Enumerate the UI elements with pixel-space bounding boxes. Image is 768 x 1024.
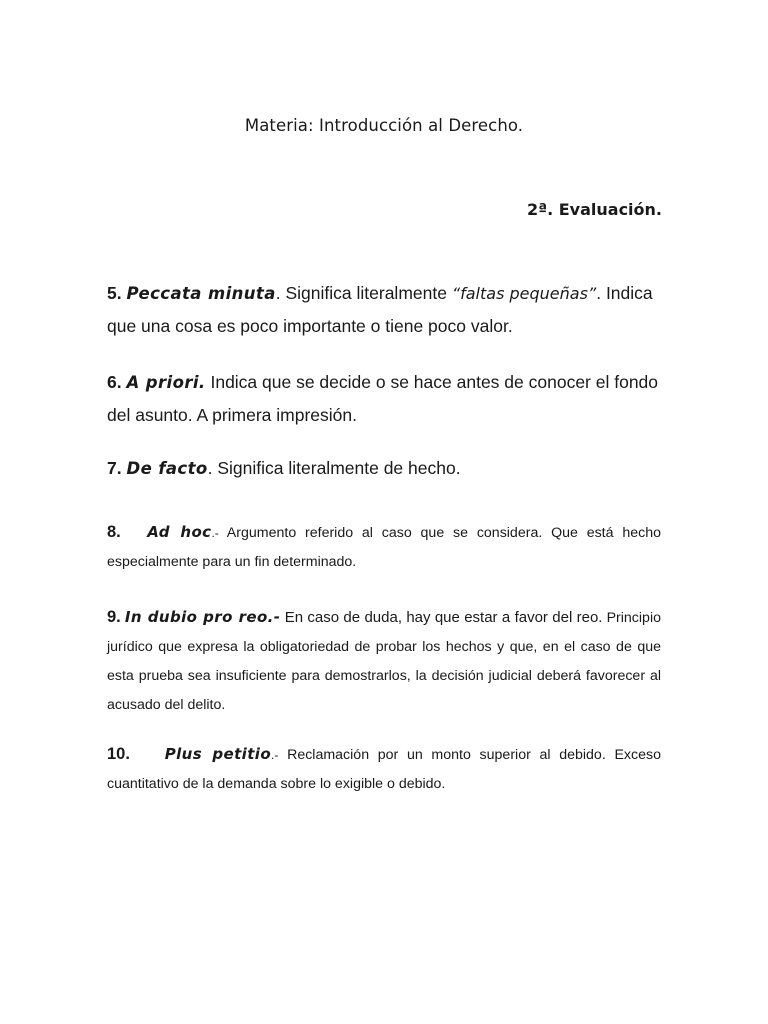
item-number: 10. — [107, 745, 130, 763]
evaluation-heading: 2ª. Evaluación. — [526, 200, 662, 219]
item-lead-text: En caso de duda, hay que estar a favor del reo. — [280, 609, 603, 626]
item-number: 5. — [107, 283, 122, 303]
item-text: . Significa literalmente — [275, 283, 452, 303]
literal-meaning-quote: “faltas pequeñas” — [451, 284, 597, 303]
item-description: Argumento referido al caso que se considera. Que está hecho especialmente para un fin determinado. — [107, 525, 661, 570]
item-description: Reclamación por un monto superior al debido. Exceso cuantitativo de la demanda sobre lo exigible o debido. — [107, 747, 661, 792]
latin-term: Ad hoc — [147, 523, 212, 541]
latin-term: Plus petitio — [164, 745, 272, 763]
item-number: 7. — [107, 458, 122, 478]
glossary-item-7 — [107, 452, 661, 485]
item-description: Principio jurídico que expresa la obligatoriedad de probar los hechos y que, en el caso de que esta prueba sea insuficiente para demostrarlos, la decisión judicial deberá favorecer al acusado del delito. — [107, 610, 661, 713]
item-number: 8. — [107, 523, 121, 541]
item-number: 9. — [107, 608, 121, 626]
latin-term: De facto — [126, 459, 208, 478]
term-separator: .- — [211, 526, 219, 540]
latin-term: Peccata minuta — [126, 284, 276, 303]
latin-term: In dubio pro reo.- — [124, 608, 281, 626]
item-description: . Significa literalmente de hecho. — [207, 458, 461, 478]
item-description: . Indica que una cosa es poco importante o tiene poco valor. — [107, 283, 653, 336]
item-number: 6. — [107, 372, 122, 392]
document-subject: Materia: Introducción al Derecho. — [244, 116, 524, 135]
latin-term: A priori. — [126, 373, 206, 392]
glossary-item-10 — [107, 740, 661, 799]
glossary-item-9 — [107, 603, 661, 720]
item-description: Indica que se decide o se hace antes de conocer el fondo del asunto. A primera impresión. — [107, 372, 659, 425]
glossary-item-8 — [107, 518, 661, 577]
glossary-item-5 — [107, 277, 661, 343]
glossary-item-6 — [107, 366, 661, 432]
term-separator: .- — [271, 748, 279, 762]
